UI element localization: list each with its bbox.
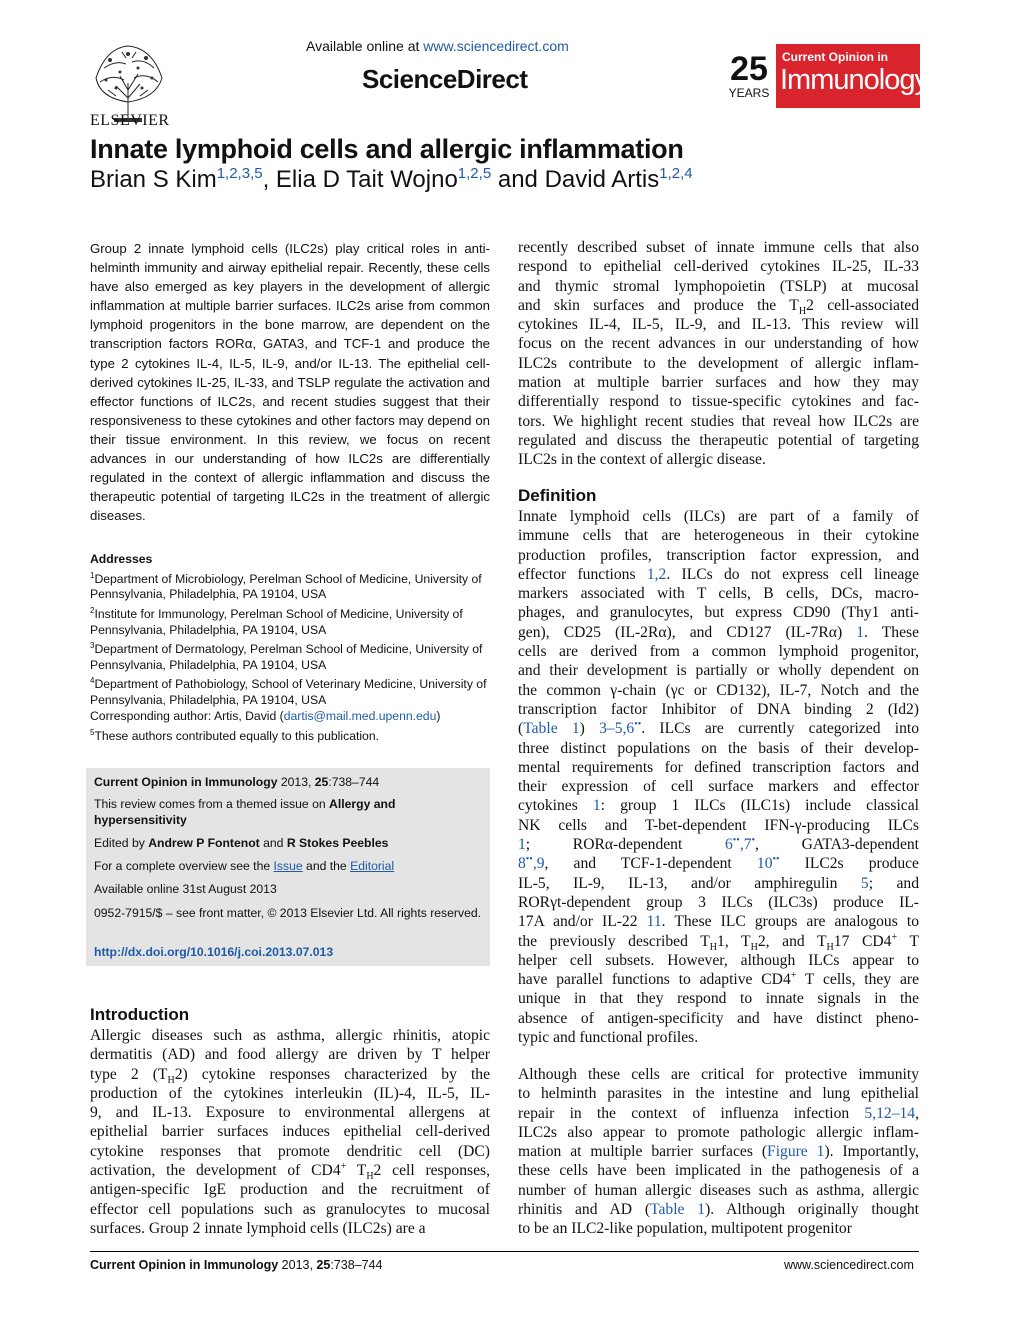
text-line: 17A and/or IL-22 11. These ILC groups are analogous to — [518, 913, 919, 931]
address-item — [90, 603, 494, 638]
journal-logo — [724, 44, 928, 108]
address-text: Department of Dermatology, Perelman School of Medicine, University of Pennsylvania, Philadelphia, PA 19104, USA — [90, 642, 483, 672]
text-line: markers associated with T cells, B cells, DCs, macro- — [518, 585, 919, 603]
info-copyright: 0952-7915/$ – see front matter, © 2013 Elsevier Ltd. All rights reserved. — [94, 906, 482, 920]
text-line: phages, and granulocytes, but express CD90 (Thy1 anti- — [518, 604, 919, 622]
text-line: their expression of cell surface markers and effector — [518, 778, 919, 796]
info-edited-prefix: Edited by — [94, 836, 149, 850]
sciencedirect-link[interactable]: www.sciencedirect.com — [423, 38, 569, 54]
footer-citation — [90, 1258, 382, 1272]
text-line: NK cells and T-bet-dependent IFN-γ-producing ILCs — [518, 816, 919, 834]
author-separator: , — [262, 166, 276, 193]
text-line: epithelial barrier surfaces induces epithelial cell-derived — [90, 1123, 490, 1141]
citation-link[interactable]: 10•• — [756, 854, 780, 873]
footer-volume: 25 — [316, 1258, 331, 1272]
author-name: David Artis — [544, 166, 660, 193]
text-line: tors. We highlight recent studies that reveal how ILC2s are — [518, 412, 919, 430]
definition-text-2 — [518, 1065, 919, 1239]
email-link[interactable]: dartis@mail.med.upenn.edu — [283, 709, 437, 723]
introduction-text — [90, 1026, 490, 1238]
article-info-box — [86, 768, 490, 966]
corresponding-prefix: Corresponding author: Artis, David ( — [90, 709, 284, 723]
sciencedirect-brand: ScienceDirect — [362, 64, 528, 94]
text-line: absence of antigen-specificity and have distinct pheno- — [518, 1009, 919, 1027]
text-line: Innate lymphoid cells (ILCs) are part of a family of — [518, 508, 919, 525]
info-available: Available online 31st August 2013 — [94, 882, 277, 896]
text-line: regulated and discuss the therapeutic potential of targeting — [518, 431, 919, 449]
author-affiliations[interactable]: 1,2,5 — [457, 165, 492, 182]
address-num: 2 — [90, 605, 95, 615]
text-line: respond to epithelial cell-derived cytokines IL-25, IL-33 — [518, 258, 919, 276]
doi-link-text[interactable]: http://dx.doi.org/10.1016/j.coi.2013.07.013 — [94, 945, 334, 959]
text-line: have parallel functions to adaptive CD4+ T cells, they are — [518, 969, 919, 989]
citation-link[interactable]: 1,2 — [646, 565, 667, 583]
citation-link[interactable]: 5,12–14 — [864, 1104, 916, 1122]
citation-link[interactable]: 5 — [860, 874, 869, 892]
citation-link[interactable]: 8••,9 — [518, 854, 545, 873]
info-pages: :738–744 — [328, 775, 380, 789]
text-line: 1; RORα-dependent 6••,7•, GATA3-dependent — [518, 834, 920, 854]
text-line: recently described subset of innate immune cells that also — [518, 239, 919, 256]
info-theme-name: Allergy and hypersensitivity — [94, 797, 396, 827]
definition-heading: Definition — [518, 486, 597, 505]
info-overview-prefix: For a complete overview see the — [94, 859, 274, 873]
info-editor: Andrew P Fontenot — [148, 836, 260, 850]
text-line: mation at multiple barrier surfaces and how they may — [518, 374, 919, 392]
text-line: and thymic stromal lymphopoietin (TSLP) at mucosal — [518, 277, 919, 295]
text-line: production of the cytokines interleukin (IL)-4, IL-5, IL- — [90, 1084, 490, 1102]
addresses-heading: Addresses — [90, 552, 153, 566]
info-theme-prefix: This review comes from a themed issue on — [94, 797, 330, 811]
address-text: Department of Pathobiology, School of Veterinary Medicine, University of Pennsylvania, Philadelphia, PA 19104, USA — [90, 677, 487, 707]
address-item — [90, 568, 494, 603]
info-overview-and: and the — [302, 859, 351, 873]
text-line: Allergic diseases such as asthma, allergic rhinitis, atopic — [90, 1027, 490, 1044]
text-line: repair in the context of influenza infection 5,12–14, — [518, 1104, 919, 1122]
text-line: to helminth parasites in the intestine and lung epithelial — [518, 1085, 919, 1103]
author-list — [90, 166, 693, 194]
text-line: these cells have been implicated in the pathogenesis of a — [518, 1162, 919, 1180]
text-line: focus on the recent advances in our understanding of how — [518, 335, 919, 353]
text-line: activation, the development of CD4+ $T_H2$ cell responses, — [90, 1160, 490, 1183]
info-volume: 25 — [314, 775, 329, 789]
text-line: 8••,9, and TCF-1-dependent 10•• ILC2s produce — [518, 854, 919, 873]
text-line: effector functions 1,2. ILCs do not express cell lineage — [518, 565, 919, 583]
text-line: unique in that they respond to innate signals in the — [518, 990, 919, 1008]
text-line: transcription factor Inhibitor of DNA binding 2 (Id2) — [518, 700, 919, 718]
citation-link[interactable]: 1 — [856, 623, 865, 641]
text-line: type 2 $(T_H2)$ cytokine responses characterized by the — [90, 1065, 490, 1086]
text-line: 9, and IL-13. Exposure to environmental allergens at — [90, 1104, 490, 1122]
address-num: 4 — [90, 676, 95, 686]
info-editors — [94, 836, 484, 852]
citation-link[interactable]: 1 — [592, 797, 601, 815]
address-num: 1 — [90, 570, 95, 580]
elsevier-wordmark: ELSEVIER — [90, 112, 170, 129]
journal-logo-line1: Current Opinion in — [782, 50, 888, 64]
text-line: production profiles, transcription factor expression, and — [518, 546, 919, 564]
info-edited-and: and — [259, 836, 287, 850]
address-item — [90, 638, 494, 673]
text-line: immune cells that are heterogeneous in their cytokine — [518, 527, 919, 545]
citation-link[interactable]: Table 1 — [523, 720, 580, 738]
text-line: and skin surfaces and produce the $T_H2$ cell-associated — [518, 296, 920, 317]
text-line: dermatitis (AD) and food allergy are driven by T helper — [90, 1046, 490, 1064]
citation-link[interactable]: 11 — [646, 913, 662, 931]
text-line: to be an ILC2-like population, multipotent progenitor — [518, 1220, 852, 1238]
text-line: ILC2s in the context of allergic disease. — [518, 451, 766, 469]
text-line: cytokines IL-4, IL-5, IL-9, and IL-13. This review will — [518, 316, 919, 334]
text-line: effector cell populations such as granulocytes to mucosal — [90, 1200, 490, 1218]
text-line: number of human allergic diseases such as asthma, allergic — [518, 1181, 919, 1199]
editorial-link[interactable]: Editorial — [350, 859, 395, 873]
definition-text — [518, 507, 919, 1047]
text-line: three distinct populations on the basis of their develop- — [518, 739, 919, 757]
text-line: surfaces. Group 2 innate lymphoid cells (ILC2s) are a — [90, 1219, 426, 1237]
address-num: 3 — [90, 641, 95, 651]
info-theme — [94, 797, 484, 828]
text-line: differentially respond to tissue-specific cytokines and fac- — [518, 393, 919, 411]
citation-link[interactable]: 3–5,6•• — [599, 719, 642, 738]
text-line: cells are derived from a common lymphoid progenitor, — [518, 643, 919, 661]
info-year: 2013, — [277, 775, 315, 789]
text-line: helper cell subsets. However, although ILCs appear to — [518, 951, 919, 969]
abstract: Group 2 innate lymphoid cells (ILC2s) play critical roles in anti-helminth immunity and airway epithelial repair. Recently, these cells have also emerged as key players in the development of allergic inflammation at multiple barrier surfaces. ILC2s arise from common lymphoid progenitors in the bone marrow, are dependent on the transcription factors RORα, GATA3, and TCF-1 and produce the type 2 cytokines IL-4, IL-5, IL-9, and/or IL-13. The epithelial cell-derived cytokines IL-25, IL-33, and TSLP regulate the activation and effector functions of ILC2s, and recent studies suggest that their responsiveness to these cytokines and other factors may depend on their tissue environment. In this review, we focus on recent advances in our understanding of how ILC2s are differentially regulated in the context of allergic inflammation and discuss the therapeutic potential of targeting ILC2s in the treatment of allergic diseases. — [90, 241, 490, 524]
author-affiliations[interactable]: 1,2,4 — [659, 165, 693, 182]
text-line: mation at multiple barrier surfaces (Figure 1). Importantly, — [518, 1143, 919, 1161]
addresses — [90, 552, 494, 709]
author-separator: and — [491, 166, 545, 193]
text-line: RORγt-dependent group 3 ILCs (ILC3s) produce IL- — [518, 893, 919, 911]
available-prefix: Available online at — [306, 38, 424, 54]
text-line: ILC2s contribute to the development of allergic inflam- — [518, 354, 919, 372]
text-line: rhinitis and AD (Table 1). Although originally thought — [518, 1201, 920, 1219]
intro-continuation — [518, 238, 919, 470]
text-line: the previously described $T_H1$, $T_H2$, and $T_H17$ CD4+ T — [518, 931, 919, 953]
journal-logo-box — [776, 44, 928, 108]
footer-url: www.sciencedirect.com — [784, 1258, 914, 1272]
text-line: Although these cells are critical for protective immunity — [518, 1066, 919, 1083]
author-name: Elia D Tait Wojno — [275, 166, 458, 193]
equal-contribution-note: These authors contributed equally to this publication. — [94, 728, 380, 743]
author-affiliations[interactable]: 1,2,3,5 — [216, 165, 263, 182]
years-label: YEARS — [728, 86, 770, 100]
doi-link[interactable] — [94, 945, 484, 961]
info-overview — [94, 859, 484, 875]
text-line: ILC2s also appear to promote pathologic allergic inflam- — [518, 1123, 919, 1141]
info-editor: R Stokes Peebles — [286, 836, 389, 850]
article-title: Innate lymphoid cells and allergic inflammation — [90, 134, 684, 164]
footer-rule — [90, 1251, 919, 1252]
citation-link[interactable]: Table 1 — [650, 1201, 706, 1219]
journal-logo-line2: Immunology — [780, 64, 928, 96]
corresponding-author — [90, 709, 494, 744]
footnote-num: 5 — [90, 727, 95, 737]
journal-logo-years — [724, 52, 774, 104]
text-line: and their development is partially or wholly dependent on — [518, 662, 919, 680]
issue-link[interactable]: Issue — [273, 859, 303, 873]
text-line: antigen-specific IgE production and the recruitment of — [90, 1181, 490, 1199]
address-text: Department of Microbiology, Perelman School of Medicine, University of Pennsylvania, Philadelphia, PA 19104, USA — [90, 571, 482, 602]
citation-link[interactable]: 6••,7• — [725, 834, 756, 854]
text-line: cytokine responses that promote dendritic cell (DC) — [90, 1142, 490, 1160]
text-line: cytokines 1: group 1 ILCs (ILC1s) include classical — [518, 797, 919, 815]
citation-link[interactable]: Figure 1 — [767, 1143, 825, 1161]
info-journal: Current Opinion in Immunology — [94, 775, 278, 789]
text-line: gen), CD25 (IL-2Rα), and CD127 (IL-7Rα) 1. These — [518, 623, 919, 641]
address-text: Institute for Immunology, Perelman School of Medicine, University of Pennsylvania, Philadelphia, PA 19104, USA — [90, 606, 463, 637]
footer-pages: :738–744 — [330, 1258, 383, 1272]
corresponding-suffix: ) — [436, 709, 441, 723]
author-name: Brian S Kim — [90, 166, 217, 193]
text-line: typic and functional profiles. — [518, 1029, 699, 1047]
info-citation — [94, 775, 484, 791]
available-online — [306, 38, 569, 54]
text-line: IL-5, IL-9, IL-13, and/or amphiregulin 5; and — [518, 874, 920, 892]
citation-link[interactable]: 1 — [518, 836, 526, 854]
introduction-heading: Introduction — [90, 1005, 190, 1024]
footer-journal: Current Opinion in Immunology — [90, 1258, 279, 1272]
text-line: the common γ-chain (γc or CD132), IL-7, Notch and the — [518, 681, 919, 699]
text-line: mental requirements for defined transcription factors and — [518, 758, 919, 776]
footer-year: 2013, — [278, 1258, 317, 1272]
years-number: 25 — [730, 50, 768, 88]
address-item — [90, 673, 494, 708]
text-line: (Table 1) 3–5,6••. ILCs are currently categorized into — [518, 719, 920, 738]
